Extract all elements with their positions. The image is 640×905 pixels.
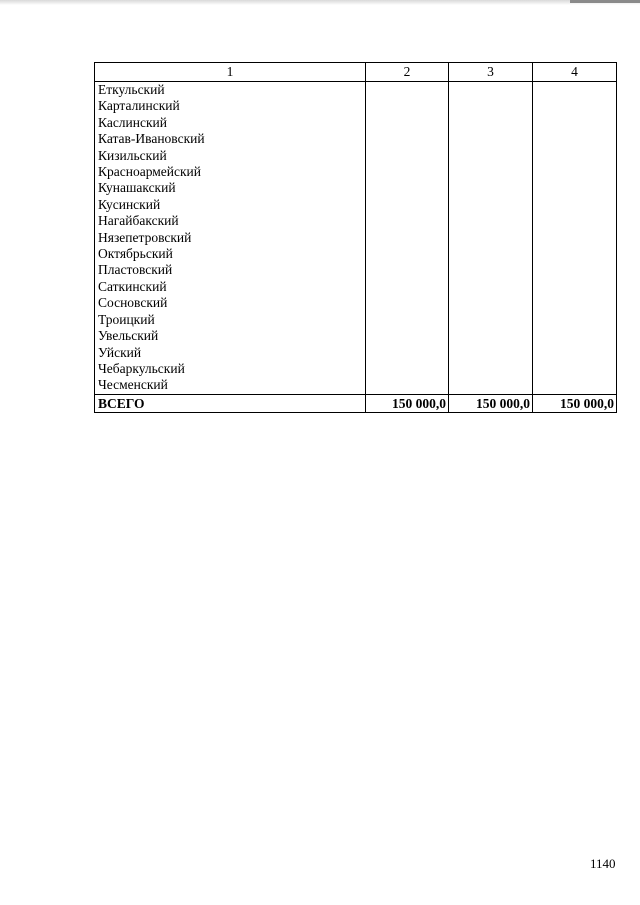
- empty-cell-col-3: [449, 246, 533, 262]
- table-row: [95, 377, 617, 394]
- empty-cell-col-2: [366, 361, 449, 377]
- district-name: Еткульский: [95, 82, 366, 99]
- empty-cell-col-2: [366, 131, 449, 147]
- header-col-2: 2: [366, 63, 449, 82]
- empty-cell-col-3: [449, 328, 533, 344]
- empty-cell-col-2: [366, 82, 449, 99]
- total-value-col-3: 150 000,0: [449, 394, 533, 412]
- district-name: Карталинский: [95, 98, 366, 114]
- table-row: [95, 148, 617, 164]
- district-name: Кунашакский: [95, 180, 366, 196]
- table-row: [95, 115, 617, 131]
- empty-cell-col-4: [533, 148, 617, 164]
- empty-cell-col-4: [533, 98, 617, 114]
- empty-cell-col-2: [366, 345, 449, 361]
- table-row: [95, 197, 617, 213]
- district-name: Чебаркульский: [95, 361, 366, 377]
- empty-cell-col-4: [533, 312, 617, 328]
- empty-cell-col-3: [449, 82, 533, 99]
- table-row: [95, 213, 617, 229]
- empty-cell-col-4: [533, 115, 617, 131]
- total-row: [95, 394, 617, 412]
- empty-cell-col-2: [366, 246, 449, 262]
- table-row: [95, 345, 617, 361]
- empty-cell-col-2: [366, 213, 449, 229]
- table-row: [95, 262, 617, 278]
- empty-cell-col-4: [533, 345, 617, 361]
- total-label: ВСЕГО: [95, 394, 366, 412]
- empty-cell-col-4: [533, 213, 617, 229]
- district-name: Кусинский: [95, 197, 366, 213]
- district-name: Кизильский: [95, 148, 366, 164]
- table-header: [95, 63, 617, 82]
- table-row: [95, 246, 617, 262]
- district-name: Пластовский: [95, 262, 366, 278]
- table-row: [95, 230, 617, 246]
- empty-cell-col-4: [533, 262, 617, 278]
- district-name: Нагайбакский: [95, 213, 366, 229]
- total-value-col-4: 150 000,0: [533, 394, 617, 412]
- empty-cell-col-4: [533, 361, 617, 377]
- empty-cell-col-4: [533, 328, 617, 344]
- table-row: [95, 312, 617, 328]
- empty-cell-col-2: [366, 377, 449, 394]
- header-col-1: 1: [95, 63, 366, 82]
- page-number: 1140: [590, 856, 616, 871]
- empty-cell-col-3: [449, 279, 533, 295]
- scan-top-right-mark: [570, 0, 640, 3]
- empty-cell-col-2: [366, 279, 449, 295]
- empty-cell-col-3: [449, 262, 533, 278]
- district-name: Увельский: [95, 328, 366, 344]
- district-name: Нязепетровский: [95, 230, 366, 246]
- empty-cell-col-3: [449, 148, 533, 164]
- table-row: [95, 295, 617, 311]
- empty-cell-col-2: [366, 262, 449, 278]
- empty-cell-col-4: [533, 131, 617, 147]
- empty-cell-col-3: [449, 115, 533, 131]
- empty-cell-col-3: [449, 377, 533, 394]
- empty-cell-col-3: [449, 213, 533, 229]
- scan-top-edge: [0, 0, 640, 5]
- total-value-col-2: 150 000,0: [366, 394, 449, 412]
- table-row: [95, 279, 617, 295]
- table-row: [95, 180, 617, 196]
- empty-cell-col-3: [449, 98, 533, 114]
- empty-cell-col-4: [533, 377, 617, 394]
- empty-cell-col-4: [533, 246, 617, 262]
- empty-cell-col-2: [366, 115, 449, 131]
- empty-cell-col-3: [449, 180, 533, 196]
- empty-cell-col-4: [533, 197, 617, 213]
- district-name: Саткинский: [95, 279, 366, 295]
- empty-cell-col-2: [366, 197, 449, 213]
- district-name: Красноармейский: [95, 164, 366, 180]
- empty-cell-col-4: [533, 279, 617, 295]
- table-row: [95, 328, 617, 344]
- district-name: Троицкий: [95, 312, 366, 328]
- table-row: [95, 98, 617, 114]
- table-body: [95, 82, 617, 413]
- empty-cell-col-4: [533, 164, 617, 180]
- empty-cell-col-2: [366, 180, 449, 196]
- empty-cell-col-4: [533, 82, 617, 99]
- empty-cell-col-2: [366, 328, 449, 344]
- districts-table: [94, 62, 617, 413]
- empty-cell-col-3: [449, 164, 533, 180]
- empty-cell-col-3: [449, 345, 533, 361]
- empty-cell-col-2: [366, 164, 449, 180]
- empty-cell-col-3: [449, 312, 533, 328]
- table-row: [95, 164, 617, 180]
- table-row: [95, 361, 617, 377]
- empty-cell-col-3: [449, 197, 533, 213]
- empty-cell-col-3: [449, 230, 533, 246]
- header-col-4: 4: [533, 63, 617, 82]
- district-name: Катав-Ивановский: [95, 131, 366, 147]
- header-row: [95, 63, 617, 82]
- empty-cell-col-2: [366, 312, 449, 328]
- district-name: Сосновский: [95, 295, 366, 311]
- district-name: Уйский: [95, 345, 366, 361]
- empty-cell-col-4: [533, 180, 617, 196]
- header-col-3: 3: [449, 63, 533, 82]
- empty-cell-col-2: [366, 295, 449, 311]
- empty-cell-col-4: [533, 295, 617, 311]
- district-name: Чесменский: [95, 377, 366, 394]
- table-row: [95, 82, 617, 99]
- district-name: Каслинский: [95, 115, 366, 131]
- empty-cell-col-2: [366, 230, 449, 246]
- empty-cell-col-3: [449, 361, 533, 377]
- empty-cell-col-3: [449, 295, 533, 311]
- empty-cell-col-2: [366, 98, 449, 114]
- table-row: [95, 131, 617, 147]
- empty-cell-col-2: [366, 148, 449, 164]
- empty-cell-col-3: [449, 131, 533, 147]
- district-name: Октябрьский: [95, 246, 366, 262]
- empty-cell-col-4: [533, 230, 617, 246]
